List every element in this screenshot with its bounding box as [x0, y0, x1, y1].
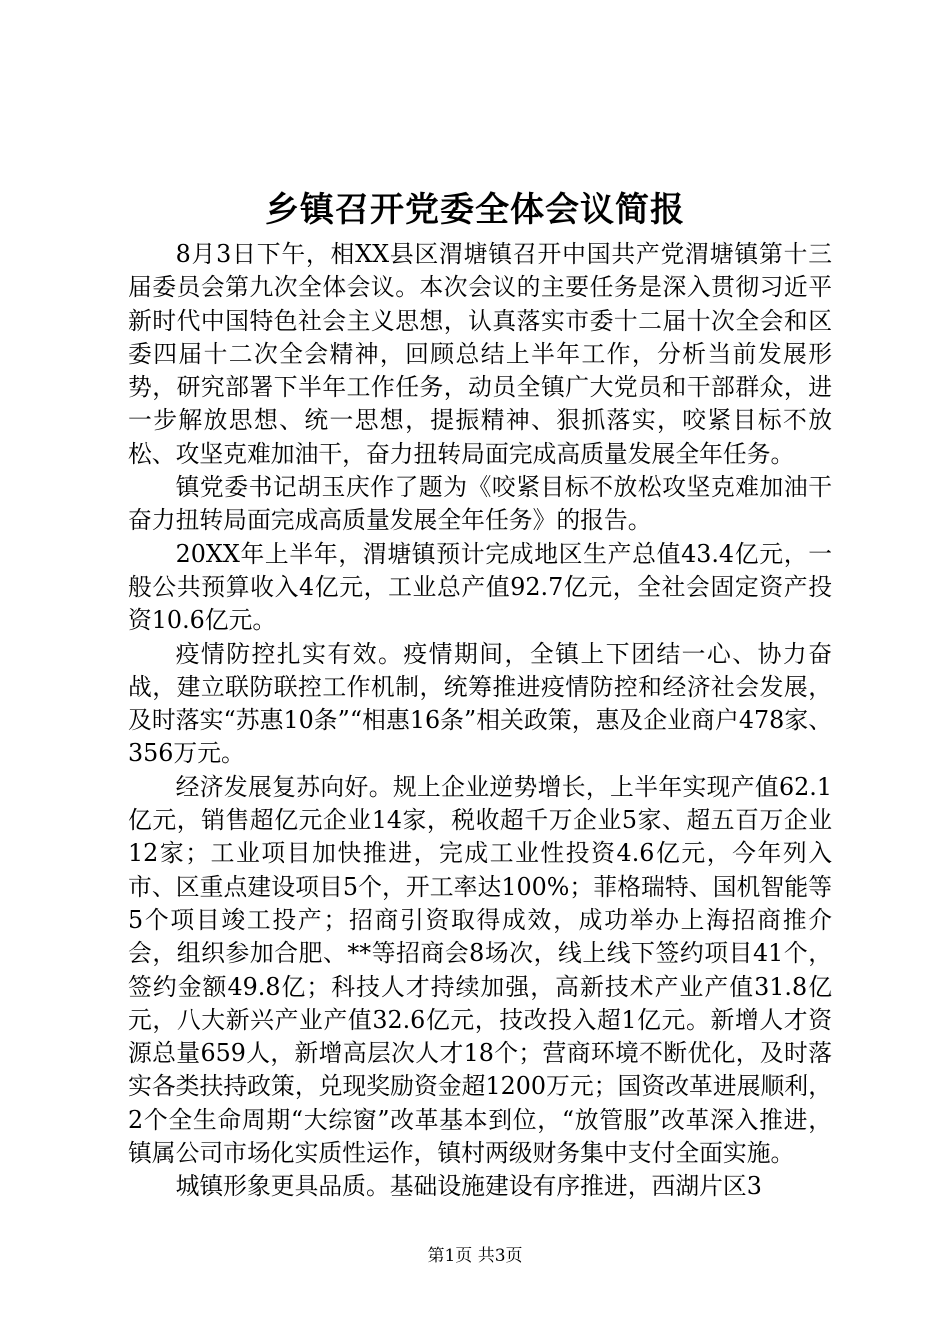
paragraph-urban-image: 城镇形象更具品质。基础设施建设有序推进，西湖片区3 [175, 1172, 762, 1201]
page-number-footer: 第1页 共3页 [427, 1246, 523, 1266]
document-title: 乡镇召开党委全体会议简报 [265, 190, 685, 230]
document-body [128, 238, 832, 1204]
paragraph-report: 镇党委书记胡玉庆作了题为《咬紧目标不放松攻坚克难加油干奋力扭转局面完成高质量发展全年任务》的报告。 [128, 473, 832, 535]
paragraph-economic-recovery: 经济发展复苏向好。规上企业逆势增长，上半年实现产值62.1亿元，销售超亿元企业14家，税收超千万企业5家、超五百万企业12家；工业项目加快推进，完成工业性投资4.6亿元，今年列入市、区重点建设项目5个，开工率达100%；菲格瑞特、国机智能等5个项目竣工投产；招商引资取得成效，成功举办上海招商推介会，组织参加合肥、**等招商会8场次，线上线下签约项目41个，签约金额49.8亿；科技人才持续加强，高新技术产业产值31.8亿元，八大新兴产业产值32.6亿元，技改投入超1亿元。新增人才资源总量659人，新增高层次人才18个；营商环境不断优化，及时落实各类扶持政策，兑现奖励资金超1200万元；国资改革进展顺利，2个全生命周期“大综窗”改革基本到位，“放管服”改革深入推进，镇属公司市场化实质性运作，镇村两级财务集中支付全面实施。 [128, 772, 832, 1168]
paragraph-economic-summary: 20XX年上半年，渭塘镇预计完成地区生产总值43.4亿元，一般公共预算收入4亿元，工业总产值92.7亿元，全社会固定资产投资10.6亿元。 [128, 539, 832, 635]
paragraph-meeting-intro: 8月3日下午，相XX县区渭塘镇召开中国共产党渭塘镇第十三届委员会第九次全体会议。本次会议的主要任务是深入贯彻习近平新时代中国特色社会主义思想，认真落实市委十二届十次全会和区委四届十二次全会精神，回顾总结上半年工作，分析当前发展形势，研究部署下半年工作任务，动员全镇广大党员和干部群众，进一步解放思想、统一思想，提振精神、狠抓落实，咬紧目标不放松、攻坚克难加油干，奋力扭转局面完成高质量发展全年任务。 [128, 240, 832, 468]
paragraph-epidemic-control: 疫情防控扎实有效。疫情期间，全镇上下团结一心、协力奋战，建立联防联控工作机制，统筹推进疫情防控和经济社会发展，及时落实“苏惠10条”“相惠16条”相关政策，惠及企业商户478家、356万元。 [128, 639, 832, 768]
